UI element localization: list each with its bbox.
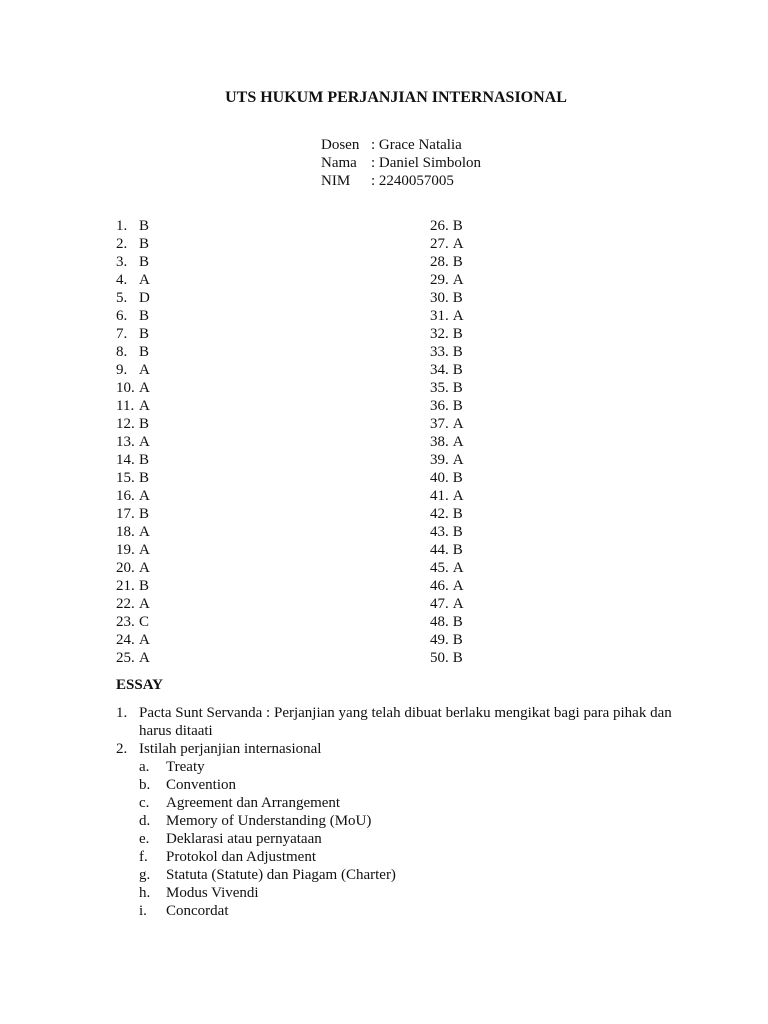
essay-heading: ESSAY [116,677,163,693]
question-number: 32. [430,326,449,342]
question-number: 43. [430,524,449,540]
answer-letter: B [452,290,463,306]
question-number: 4. [116,272,128,288]
sub-list-item [139,812,676,830]
answer-letter: B [139,470,150,486]
answer-letter: A [139,650,150,666]
answer-letter: A [452,416,464,432]
answer-row [430,577,464,595]
question-number: 36. [430,398,449,414]
answer-letter: A [139,632,150,648]
question-number: 48. [430,614,449,630]
question-number: 44. [430,542,449,558]
answer-row [116,415,150,433]
question-number: 16. [116,488,135,504]
answer-row [116,523,150,541]
essay-number: 1. [116,705,128,721]
answer-row [116,379,150,397]
answer-row [430,541,464,559]
answer-row [116,289,150,307]
sub-item-text: Concordat [166,903,229,919]
answer-letter: D [139,290,150,306]
answer-row [430,631,464,649]
sub-item-text: Agreement dan Arrangement [166,795,341,811]
answer-letter: B [139,254,150,270]
answer-letter: B [139,308,150,324]
question-number: 17. [116,506,135,522]
question-number: 31. [430,308,449,324]
question-number: 29. [430,272,449,288]
answer-row [116,613,150,631]
answer-row [116,325,150,343]
answer-row [116,541,150,559]
answer-row [116,343,150,361]
essay-text: Istilah perjanjian internasional [139,741,322,757]
answer-row [430,307,464,325]
answer-row [430,415,464,433]
question-number: 28. [430,254,449,270]
question-number: 9. [116,362,128,378]
answer-letter: B [452,506,463,522]
answer-row [430,433,464,451]
sub-list-item [139,758,676,776]
answer-letter: A [139,398,150,414]
answer-letter: B [139,578,150,594]
answer-letter: A [139,362,150,378]
answer-letter: B [452,614,463,630]
sub-item-text: Modus Vivendi [166,885,259,901]
answer-letter: A [452,308,464,324]
sub-item-letter: h. [139,885,151,901]
answer-letter: B [452,254,463,270]
question-number: 34. [430,362,449,378]
answer-letter: C [139,614,150,630]
question-number: 46. [430,578,449,594]
answer-letter: A [139,596,150,612]
answer-letter: B [452,362,463,378]
answer-letter: B [139,218,150,234]
question-number: 2. [116,236,128,252]
answer-row [430,613,464,631]
essay-item [116,704,676,740]
question-number: 37. [430,416,449,432]
answer-letter: A [452,452,464,468]
answer-letter: B [452,470,463,486]
question-number: 23. [116,614,135,630]
document-title: UTS HUKUM PERJANJIAN INTERNASIONAL [225,89,567,106]
answer-letter: A [139,434,150,450]
answer-letter: A [139,542,150,558]
answer-row [430,487,464,505]
question-number: 6. [116,308,128,324]
answer-row [116,649,150,667]
answer-row [430,217,464,235]
answer-row [430,523,464,541]
answer-row [430,253,464,271]
answer-letter: A [452,434,464,450]
essay-sub-list [139,758,676,920]
answer-letter: B [139,236,150,252]
answer-letter: B [452,344,463,360]
question-number: 47. [430,596,449,612]
answer-letter: B [452,326,463,342]
info-label: Nama [321,155,357,171]
answer-letter: A [452,560,464,576]
sub-item-letter: i. [139,903,147,919]
answer-letter: A [452,272,464,288]
answers-column-1 [116,217,150,667]
question-number: 5. [116,290,128,306]
sub-item-letter: c. [139,795,150,811]
answer-row [116,577,150,595]
answer-row [116,361,150,379]
answer-row [116,631,150,649]
info-value: : Daniel Simbolon [371,155,481,171]
answer-row [430,451,464,469]
sub-item-letter: d. [139,813,151,829]
sub-item-text: Deklarasi atau pernyataan [166,831,322,847]
info-label: Dosen [321,137,360,153]
question-number: 14. [116,452,135,468]
answer-row [116,433,150,451]
answer-row [430,397,464,415]
answer-row [430,469,464,487]
sub-item-letter: g. [139,867,151,883]
answer-letter: A [139,380,150,396]
question-number: 15. [116,470,135,486]
answers-column-2 [430,217,464,667]
answer-row [430,505,464,523]
question-number: 30. [430,290,449,306]
answer-row [116,487,150,505]
answer-letter: B [452,398,463,414]
answer-row [430,289,464,307]
sub-list-item [139,902,676,920]
answer-letter: A [139,524,150,540]
sub-list-item [139,776,676,794]
essay-text: Pacta Sunt Servanda : Perjanjian yang telah dibuat berlaku mengikat bagi para pihak dan harus ditaati [139,705,672,739]
essay-item [116,740,676,920]
question-number: 33. [430,344,449,360]
answer-letter: A [452,578,464,594]
answer-letter: B [139,344,150,360]
question-number: 38. [430,434,449,450]
info-row [321,136,481,154]
answer-letter: A [452,236,464,252]
answer-row [116,595,150,613]
answer-row [116,505,150,523]
question-number: 39. [430,452,449,468]
sub-item-letter: b. [139,777,151,793]
info-row [321,172,481,190]
answer-row [116,469,150,487]
question-number: 18. [116,524,135,540]
student-info [321,136,481,190]
answer-letter: B [452,632,463,648]
question-number: 19. [116,542,135,558]
sub-item-text: Protokol dan Adjustment [166,849,316,865]
answer-letter: B [139,326,150,342]
question-number: 25. [116,650,135,666]
answer-letter: A [139,560,150,576]
sub-item-text: Statuta (Statute) dan Piagam (Charter) [166,867,396,883]
question-number: 40. [430,470,449,486]
question-number: 41. [430,488,449,504]
sub-item-letter: e. [139,831,150,847]
answer-row [430,361,464,379]
question-number: 24. [116,632,135,648]
question-number: 50. [430,650,449,666]
answer-row [430,325,464,343]
answer-letter: B [139,416,150,432]
question-number: 35. [430,380,449,396]
question-number: 1. [116,218,128,234]
question-number: 27. [430,236,449,252]
essay-number: 2. [116,741,128,757]
sub-item-letter: f. [139,849,148,865]
info-label: NIM [321,173,351,189]
sub-list-item [139,884,676,902]
answer-row [116,307,150,325]
question-number: 45. [430,560,449,576]
info-value: : Grace Natalia [371,137,462,153]
sub-item-text: Treaty [166,759,205,775]
answer-row [116,217,150,235]
answer-letter: B [452,524,463,540]
answer-row [430,343,464,361]
sub-list-item [139,830,676,848]
answer-row [430,235,464,253]
answer-row [116,397,150,415]
essay-list [116,704,676,920]
question-number: 42. [430,506,449,522]
answer-letter: A [139,272,150,288]
answer-letter: A [139,488,150,504]
info-value: : 2240057005 [371,173,454,189]
question-number: 22. [116,596,135,612]
sub-list-item [139,848,676,866]
answer-row [116,235,150,253]
answer-row [116,559,150,577]
answer-row [430,649,464,667]
answer-row [430,559,464,577]
question-number: 11. [116,398,135,414]
sub-item-letter: a. [139,759,150,775]
answer-letter: A [452,488,464,504]
info-row [321,154,481,172]
question-number: 26. [430,218,449,234]
question-number: 21. [116,578,135,594]
answer-row [116,271,150,289]
answer-letter: B [139,506,150,522]
question-number: 10. [116,380,135,396]
question-number: 7. [116,326,128,342]
question-number: 8. [116,344,128,360]
answer-row [430,595,464,613]
answer-row [116,451,150,469]
answer-row [116,253,150,271]
sub-list-item [139,866,676,884]
answer-letter: B [452,650,463,666]
question-number: 20. [116,560,135,576]
answer-letter: B [452,380,463,396]
answer-row [430,379,464,397]
answer-letter: B [452,218,463,234]
sub-list-item [139,794,676,812]
answer-letter: B [139,452,150,468]
answer-row [430,271,464,289]
answer-letter: B [452,542,463,558]
question-number: 12. [116,416,135,432]
question-number: 3. [116,254,128,270]
question-number: 49. [430,632,449,648]
answer-letter: A [452,596,464,612]
sub-item-text: Convention [166,777,236,793]
sub-item-text: Memory of Understanding (MoU) [166,813,372,829]
question-number: 13. [116,434,135,450]
